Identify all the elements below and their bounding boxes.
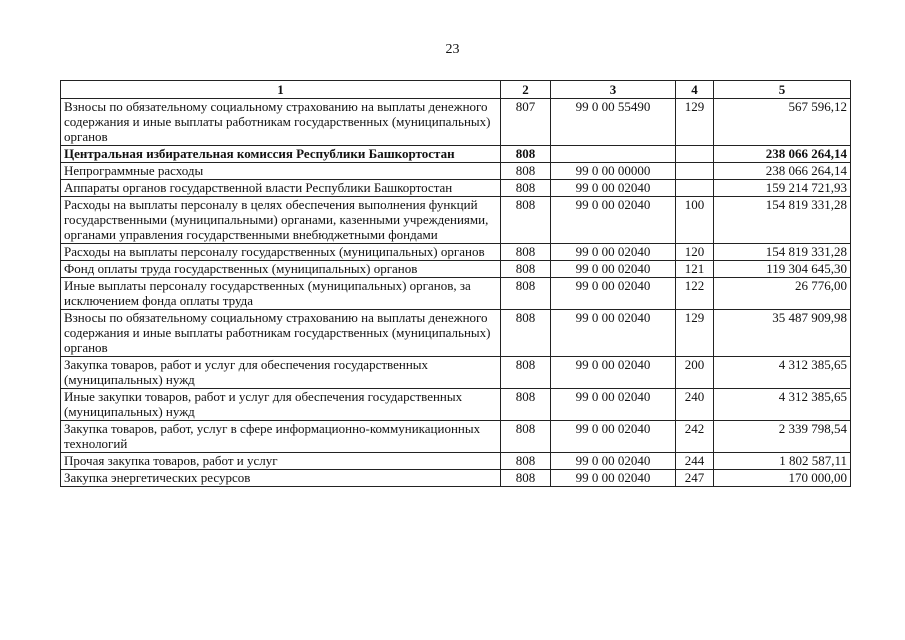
table-row bbox=[61, 99, 851, 146]
cell-amount: 238 066 264,14 bbox=[714, 163, 851, 180]
cell-csr: 99 0 00 02040 bbox=[551, 453, 676, 470]
cell-name: Непрограммные расходы bbox=[61, 163, 501, 180]
cell-ministry: 808 bbox=[501, 278, 551, 310]
cell-csr: 99 0 00 02040 bbox=[551, 421, 676, 453]
cell-csr: 99 0 00 02040 bbox=[551, 389, 676, 421]
cell-amount: 159 214 721,93 bbox=[714, 180, 851, 197]
cell-vr: 200 bbox=[676, 357, 714, 389]
header-cell-name: 1 bbox=[61, 81, 501, 99]
table-row bbox=[61, 453, 851, 470]
cell-ministry: 808 bbox=[501, 163, 551, 180]
cell-csr: 99 0 00 02040 bbox=[551, 470, 676, 487]
cell-amount: 2 339 798,54 bbox=[714, 421, 851, 453]
cell-name: Закупка товаров, работ, услуг в сфере информационно-коммуникационных технологий bbox=[61, 421, 501, 453]
cell-csr: 99 0 00 02040 bbox=[551, 197, 676, 244]
cell-csr: 99 0 00 55490 bbox=[551, 99, 676, 146]
cell-csr: 99 0 00 00000 bbox=[551, 163, 676, 180]
cell-amount: 4 312 385,65 bbox=[714, 357, 851, 389]
cell-name: Закупка энергетических ресурсов bbox=[61, 470, 501, 487]
cell-vr: 129 bbox=[676, 99, 714, 146]
cell-name: Иные выплаты персоналу государственных (муниципальных) органов, за исключением фонда оплаты труда bbox=[61, 278, 501, 310]
cell-vr bbox=[676, 163, 714, 180]
cell-csr: 99 0 00 02040 bbox=[551, 180, 676, 197]
header-cell-csr: 3 bbox=[551, 81, 676, 99]
cell-name: Расходы на выплаты персоналу в целях обеспечения выполнения функций государственными (муниципальными) органами, казенными учреждениями, органами управления государственными внебюджетными фондами bbox=[61, 197, 501, 244]
table-row bbox=[61, 470, 851, 487]
header-row bbox=[61, 81, 851, 99]
cell-name: Взносы по обязательному социальному страхованию на выплаты денежного содержания и иные выплаты работникам государственных (муниципальных) органов bbox=[61, 310, 501, 357]
cell-ministry: 808 bbox=[501, 244, 551, 261]
cell-vr bbox=[676, 146, 714, 163]
cell-vr: 244 bbox=[676, 453, 714, 470]
table-row bbox=[61, 244, 851, 261]
cell-ministry: 808 bbox=[501, 261, 551, 278]
cell-vr: 121 bbox=[676, 261, 714, 278]
cell-ministry: 808 bbox=[501, 357, 551, 389]
cell-ministry: 808 bbox=[501, 180, 551, 197]
cell-amount: 238 066 264,14 bbox=[714, 146, 851, 163]
table-row bbox=[61, 146, 851, 163]
cell-vr: 240 bbox=[676, 389, 714, 421]
cell-amount: 567 596,12 bbox=[714, 99, 851, 146]
cell-csr: 99 0 00 02040 bbox=[551, 261, 676, 278]
table-row bbox=[61, 310, 851, 357]
table-row bbox=[61, 357, 851, 389]
cell-name: Расходы на выплаты персоналу государственных (муниципальных) органов bbox=[61, 244, 501, 261]
cell-name: Прочая закупка товаров, работ и услуг bbox=[61, 453, 501, 470]
cell-ministry: 808 bbox=[501, 146, 551, 163]
page-number: 23 bbox=[445, 42, 460, 57]
cell-ministry: 807 bbox=[501, 99, 551, 146]
cell-name: Закупка товаров, работ и услуг для обеспечения государственных (муниципальных) нужд bbox=[61, 357, 501, 389]
cell-amount: 119 304 645,30 bbox=[714, 261, 851, 278]
cell-vr: 120 bbox=[676, 244, 714, 261]
cell-csr bbox=[551, 146, 676, 163]
table-body bbox=[61, 99, 851, 487]
table-row bbox=[61, 421, 851, 453]
cell-name: Центральная избирательная комиссия Республики Башкортостан bbox=[61, 146, 501, 163]
cell-name: Иные закупки товаров, работ и услуг для обеспечения государственных (муниципальных) нужд bbox=[61, 389, 501, 421]
cell-csr: 99 0 00 02040 bbox=[551, 278, 676, 310]
cell-csr: 99 0 00 02040 bbox=[551, 244, 676, 261]
cell-vr: 100 bbox=[676, 197, 714, 244]
table-row bbox=[61, 261, 851, 278]
cell-vr: 242 bbox=[676, 421, 714, 453]
cell-csr: 99 0 00 02040 bbox=[551, 310, 676, 357]
cell-ministry: 808 bbox=[501, 453, 551, 470]
cell-amount: 170 000,00 bbox=[714, 470, 851, 487]
cell-ministry: 808 bbox=[501, 310, 551, 357]
header-cell-amount: 5 bbox=[714, 81, 851, 99]
table-row bbox=[61, 163, 851, 180]
cell-name: Взносы по обязательному социальному страхованию на выплаты денежного содержания и иные выплаты работникам государственных (муниципальных) органов bbox=[61, 99, 501, 146]
table-row bbox=[61, 278, 851, 310]
cell-ministry: 808 bbox=[501, 389, 551, 421]
cell-vr: 247 bbox=[676, 470, 714, 487]
cell-vr: 129 bbox=[676, 310, 714, 357]
cell-amount: 154 819 331,28 bbox=[714, 197, 851, 244]
table-row bbox=[61, 197, 851, 244]
cell-amount: 35 487 909,98 bbox=[714, 310, 851, 357]
cell-ministry: 808 bbox=[501, 470, 551, 487]
cell-vr bbox=[676, 180, 714, 197]
cell-amount: 154 819 331,28 bbox=[714, 244, 851, 261]
cell-csr: 99 0 00 02040 bbox=[551, 357, 676, 389]
table-row bbox=[61, 389, 851, 421]
cell-name: Фонд оплаты труда государственных (муниципальных) органов bbox=[61, 261, 501, 278]
budget-table bbox=[60, 80, 851, 487]
cell-amount: 4 312 385,65 bbox=[714, 389, 851, 421]
header-cell-vr: 4 bbox=[676, 81, 714, 99]
table-row bbox=[61, 180, 851, 197]
cell-amount: 26 776,00 bbox=[714, 278, 851, 310]
header-cell-ministry: 2 bbox=[501, 81, 551, 99]
cell-vr: 122 bbox=[676, 278, 714, 310]
cell-name: Аппараты органов государственной власти Республики Башкортостан bbox=[61, 180, 501, 197]
cell-ministry: 808 bbox=[501, 197, 551, 244]
cell-ministry: 808 bbox=[501, 421, 551, 453]
cell-amount: 1 802 587,11 bbox=[714, 453, 851, 470]
